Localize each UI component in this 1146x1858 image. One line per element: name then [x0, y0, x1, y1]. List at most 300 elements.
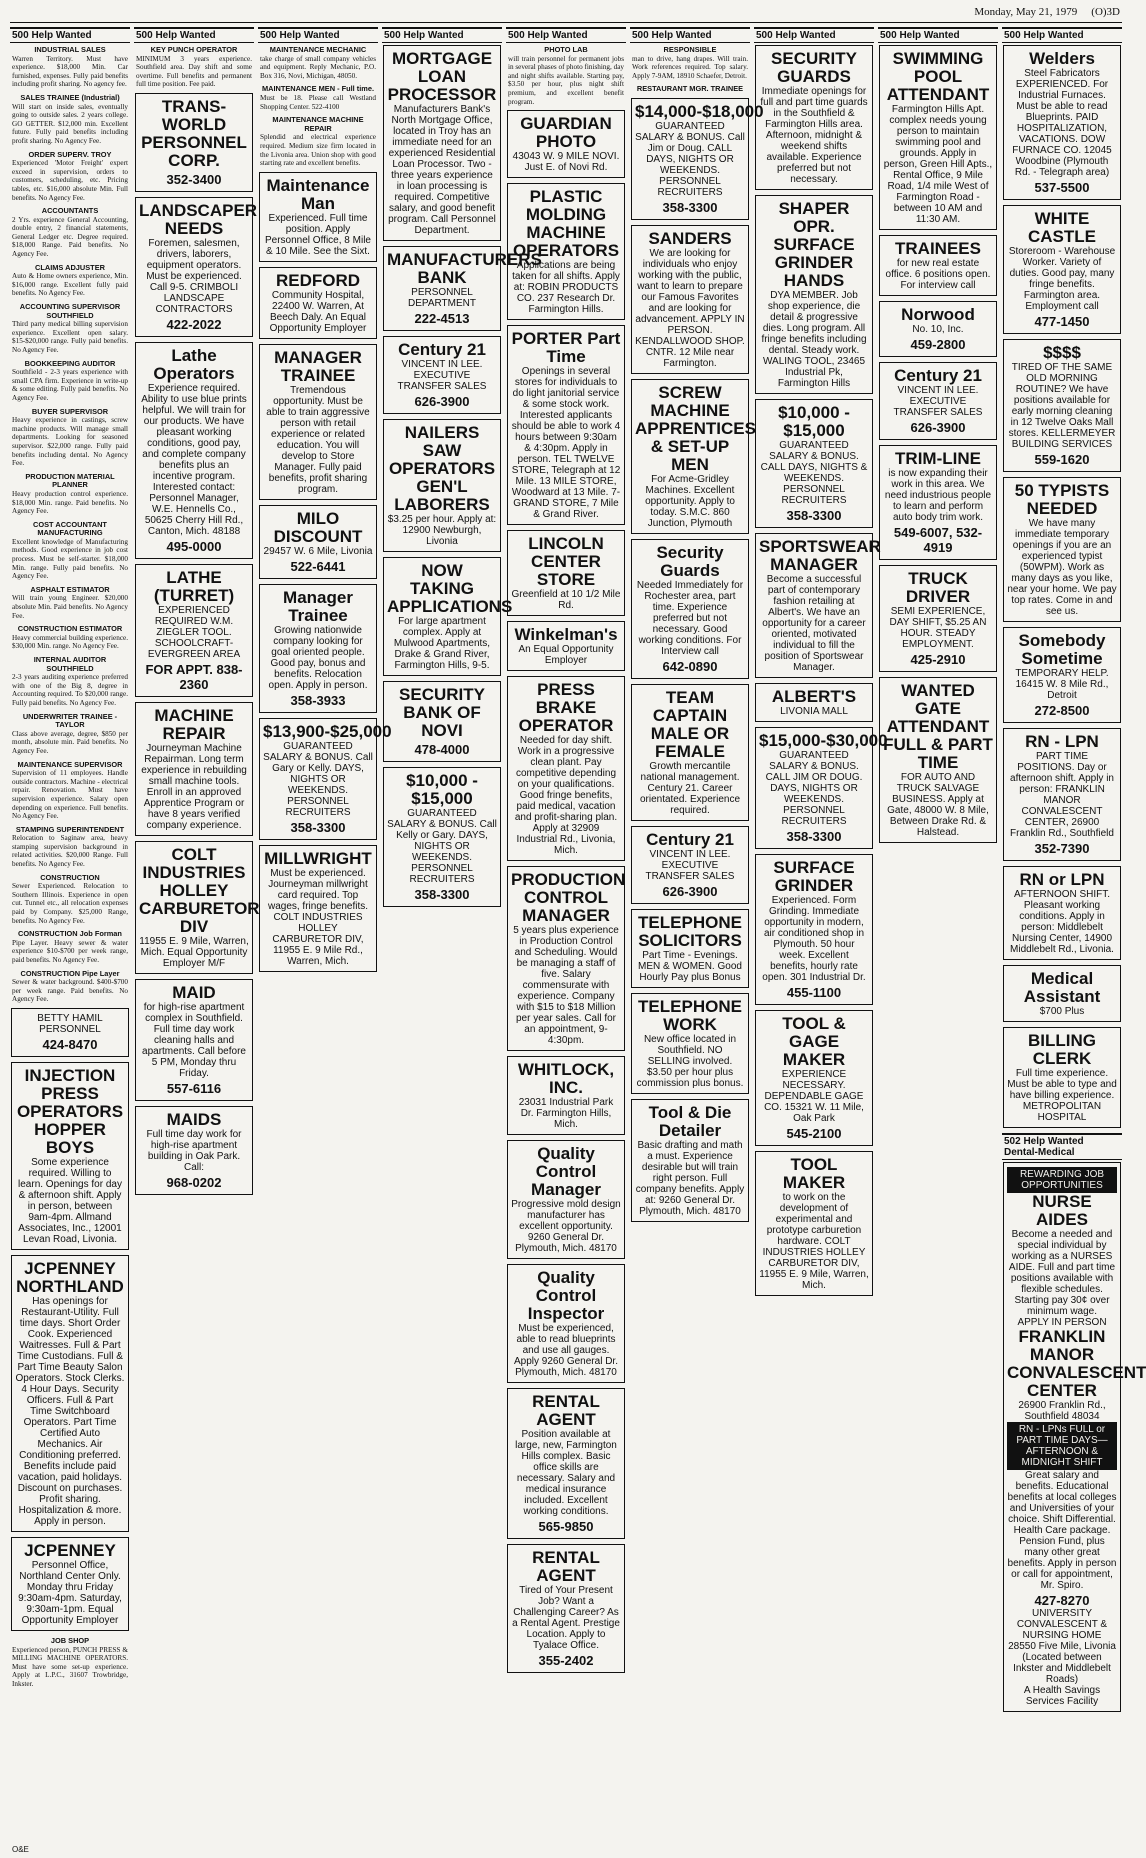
display-ad [755, 195, 873, 394]
display-ad [879, 45, 997, 230]
classified-ad [10, 655, 130, 709]
display-ad [507, 183, 625, 320]
ad-body: man to drive, hang drapes. Will train. Work references required. Top salary. Apply 7-9AM, 18910 Schaefer, Detroit. [632, 54, 748, 80]
ad-title: CLAIMS ADJUSTER [35, 262, 105, 272]
display-ad-phone: 352-3400 [166, 171, 222, 187]
display-ad-body: FOR AUTO AND TRUCK SALVAGE BUSINESS. Apply at Gate, 48000 W. 8 Mile, Between Drake Rd. & Halstead. [887, 772, 989, 838]
display-ad-headline: SCREW MACHINE APPRENTICES & SET-UP MEN [635, 382, 756, 474]
classified-ad [258, 45, 378, 81]
display-ad [755, 399, 873, 528]
ad-title: COST ACCOUNTANT MANUFACTURING [33, 519, 107, 538]
rn-lpn-phone: 427-8270 [1034, 1593, 1090, 1608]
display-ad [879, 235, 997, 296]
classified-column [754, 27, 888, 1837]
display-ad-headline: MAIDS [166, 1109, 222, 1129]
display-ad [259, 344, 377, 500]
display-ad-phone: 537-5500 [1034, 180, 1090, 195]
display-ad [879, 445, 997, 560]
display-ad-phone: 358-3300 [290, 819, 346, 835]
display-ad [507, 1056, 625, 1135]
display-ad-headline: Medical Assistant [1023, 969, 1101, 1006]
display-ad-body: Must be experienced, able to read blueprints and use all gauges. Apply 9260 General Dr. Plymouth, Mich. 48170 [514, 1323, 618, 1379]
display-ad [631, 98, 764, 220]
display-ad-body: GUARANTEED SALARY & BONUS. Call Gary or Kelly. DAYS, NIGHTS OR WEEKENDS. PERSONNEL RECRUITERS [263, 740, 373, 818]
display-ad-body: GUARANTEED SALARY & BONUS. Call Jim or Doug. CALL DAYS, NIGHTS OR WEEKENDS. PERSONNEL RECRUITERS [635, 120, 745, 198]
display-ad-headline: Century 21 [894, 366, 982, 385]
display-ad-body: LIVONIA MALL [780, 706, 848, 717]
classified-ad [10, 760, 130, 822]
section-heading: 500 Help Wanted [10, 27, 130, 43]
display-ad-body: for high-rise apartment complex in Southfield. Full time day work cleaning halls and apartments. Call before 5 PM, Monday thru Friday. [142, 1001, 246, 1079]
ad-title: ORDER SUPERV. TROY [28, 149, 112, 159]
classified-columns [10, 27, 1146, 1837]
display-ad-headline: TELEPHONE SOLICITORS [638, 912, 742, 950]
display-ad-body: 43043 W. 9 MILE NOVI. Just E. of Novi Rd. [512, 151, 620, 174]
display-ad [259, 172, 377, 262]
display-ad [755, 533, 881, 678]
display-ad-phone: 358-3300 [786, 829, 842, 844]
display-ad-headline: Century 21 [398, 340, 486, 359]
classified-column [878, 27, 998, 1837]
display-ad [1003, 728, 1121, 861]
ad-title: MAINTENANCE MACHINE REPAIR [272, 115, 364, 133]
display-ad-phone: 565-9850 [538, 1519, 594, 1535]
display-ad-headline: Maintenance Man [266, 175, 370, 213]
classified-ad [10, 1636, 130, 1690]
display-ad [383, 419, 501, 552]
display-ad-body: Full time day work for high-rise apartment building in Oak Park. Call: [146, 1128, 242, 1173]
classified-ad [10, 302, 130, 356]
display-ad-phone: 355-2402 [538, 1653, 594, 1669]
display-ad [259, 845, 377, 972]
nurse-facility: FRANKLIN MANOR CONVALESCENT CENTER [1007, 1327, 1146, 1400]
display-ad-body: PART TIME POSITIONS. Day or afternoon shift. Apply in person: FRANKLIN MANOR CONVALESCENT CENTER, 26900 Franklin Rd., Southfield [1010, 751, 1114, 839]
display-ad-phone: 358-3300 [786, 508, 842, 523]
display-ad [1003, 866, 1121, 960]
display-ad-headline: 50 TYPISTS NEEDED [1014, 481, 1110, 518]
display-ad-body: Manufacturers Bank's North Mortgage Office, located in Troy has an immediate need for an experienced Residential Loan Processor. Two - three years experience in loan processing is required. Competitive salary, and good benefit program. Call Personnel Department. [388, 104, 496, 236]
display-ad [383, 557, 513, 676]
display-ad [631, 379, 756, 534]
display-ad [507, 1264, 625, 1383]
display-ad-body: Needed Immediately for Rochester area, part time. Experience preferred but not necessary. Good working conditions. For Interview call [636, 579, 744, 657]
display-ad [259, 267, 377, 339]
display-ad-body: SEMI EXPERIENCE, DAY SHIFT, $5.25 AN HOUR. STEADY EMPLOYMENT. [889, 606, 987, 650]
display-ad [1003, 1027, 1121, 1128]
display-ad-headline: TOOL MAKER [782, 1155, 846, 1192]
display-ad [383, 681, 501, 762]
display-ad-body: No. 10, Inc. [912, 324, 964, 335]
display-ad-phone: FOR APPT. 838-2360 [145, 661, 243, 692]
display-ad [1003, 477, 1121, 622]
display-ad [135, 197, 258, 337]
display-ad-phone: 422-2022 [166, 316, 222, 332]
classified-column [382, 27, 542, 1837]
display-ad-headline: LANDSCAPER NEEDS [139, 200, 258, 238]
display-ad-phone: 358-3933 [290, 692, 346, 708]
display-ad [507, 866, 625, 1051]
rn-lpn-title: RN - LPNs FULL or PART TIME DAYS—AFTERNOON & MIDNIGHT SHIFT [1007, 1422, 1117, 1470]
display-ad [507, 676, 625, 861]
display-ad-headline: WHITLOCK, INC. [517, 1060, 615, 1098]
display-ad-body: New office located in Southfield. NO SELLING involved. $3.50 per hour plus commission plus bonus. [636, 1033, 744, 1089]
display-ad [11, 1008, 129, 1057]
display-ad-body: Full time experience. Must be able to type and have billing experience. METROPOLITAN HOSPITAL [1007, 1068, 1117, 1123]
classified-ad [10, 712, 130, 757]
ad-body: 2 Yrs. experience General Accounting, double entry, 2 financial statements, General Ledger etc. Degree required. $18,000 Range. Paid benefits. No Agency Fee. [12, 215, 128, 259]
display-ad-phone: 522-6441 [290, 558, 346, 574]
display-ad-body: We have many immediate temporary openings if you are an experienced typist (50WPM). Work as many days as you like, near your home. We pay top rates. Come in and see us. [1007, 518, 1117, 617]
display-ad-body: Foremen, salesmen, drivers, laborers, equipment operators. Must be experienced. Call 9-5. CRIMBOLI LANDSCAPE CONTRACTORS [146, 237, 242, 315]
display-ad-body: VINCENT IN LEE. EXECUTIVE TRANSFER SALES [397, 359, 487, 392]
display-ad [1003, 45, 1121, 200]
classified-ad [10, 520, 130, 582]
classified-column [630, 27, 764, 1837]
classified-ad [10, 206, 130, 260]
section-heading: 500 Help Wanted [134, 27, 254, 43]
display-ad-headline: MAID [172, 982, 216, 1002]
issue-date: Monday, May 21, 1979 [974, 6, 1078, 18]
display-ad-phone: 478-4000 [414, 742, 470, 757]
nurse-body: Become a needed and special individual by working as a NURSES AIDE. Full and part time positions available with flexible schedules. Starting pay 30¢ over minimum wage. [1008, 1229, 1116, 1317]
display-ad-headline: SPORTSWEAR MANAGER [759, 537, 881, 574]
display-ad-body: TEMPORARY HELP. 16415 W. 8 Mile Rd., Detroit [1015, 668, 1109, 701]
display-ad-headline: GUARDIAN PHOTO [520, 114, 612, 152]
display-ad-headline: $15,000-$30,000 [759, 731, 888, 750]
ad-body: Experienced person, PUNCH PRESS & MILLING MACHINE OPERATORS. Must have some set-up experience. Apply at L.P.C., 31607 Trowbridge, Inkster. [12, 1645, 128, 1688]
rn-lpn-address: 28550 Five Mile, Livonia (Located between Inkster and Middlebelt Roads) [1008, 1641, 1116, 1685]
display-ad-headline: Somebody Sometime [1018, 631, 1106, 668]
ad-body: Splendid and electrical experience required. Medium size firm located in the Livonia area. Union shop with good starting rate and excellent benefits. [260, 133, 376, 168]
display-ad-headline: INJECTION PRESS OPERATORS HOPPER BOYS [16, 1065, 124, 1157]
ad-body: Experienced 'Motor Freight' expert exceed in supervision, orders to customers, scheduling, etc. Pricing tables, etc. $16,000 absolute Min. Full benefits. No Agency Fee. [12, 159, 128, 202]
display-ad-headline: Tool & Die Detailer [648, 1102, 732, 1140]
classified-ad [10, 969, 130, 1005]
display-ad-body: $700 Plus [1039, 1006, 1085, 1017]
classified-ad [10, 624, 130, 652]
classified-ad [258, 84, 378, 112]
ad-title: KEY PUNCH OPERATOR [150, 45, 238, 54]
display-ad [11, 1062, 129, 1250]
display-ad-body: for new real estate office. 6 positions open. For interview call [885, 258, 991, 291]
classified-ad [630, 45, 750, 81]
display-ad-body: Experience required. Ability to use blue prints helpful. We will train for our products. We have pleasant working conditions, good pay, and complete company benefits plus an incentive program. Interested contact: Personnel Manager, W.E. Hennells Co., 50625 Cherry Hill Rd., Canton, Mich. 48188 [141, 382, 247, 537]
display-ad-headline: Lathe Operators [153, 345, 235, 383]
display-ad [1003, 205, 1121, 334]
section-code: (O)3D [1091, 6, 1120, 18]
display-ad-body: Experienced. Full time position. Apply Personnel Office, 8 Mile & 10 Mile. See the Sixt. [265, 212, 371, 257]
section-heading: 500 Help Wanted [506, 27, 626, 43]
ad-body: will train personnel for permanent jobs in several phases of photo finishing, day and night shifts available. Starting pay, $3.50 per hour, plus night shift premium, and excellent benefit program. [508, 54, 624, 106]
ad-body: Sewer & water background. $400-$700 per week range. Paid benefits. No Agency Fee. [12, 978, 128, 1004]
display-ad [631, 1099, 749, 1222]
display-ad-body: Farmington Hills Apt. complex needs young person to maintain swimming pool and grounds. Apply in person, Green Hill Apts., Rental Office, 9 Mile Road, 1/4 mile West of Farmington Road - between 10 AM and 11:30 AM. [883, 104, 993, 225]
display-ad-body: Tired of Your Present Job? Want a Challenging Career? As a Rental Agent. Prestige Location. Apply to Tyalace Office. [512, 1585, 620, 1652]
ad-body: Excellent knowledge of Manufacturing methods. Good experience in job cost process. Must be self-starter. $18,000 Min. range. Fully paid benefits. No Agency Fee. [12, 537, 128, 581]
ad-title: RESTAURANT MGR. TRAINEE [636, 84, 744, 94]
display-ad [507, 1140, 625, 1259]
display-ad-body: Steel Fabricators EXPERIENCED. For Industrial Furnaces. Must be able to read Blueprints. PAID HOSPITALIZATION, VACATIONS. DOW FURNACE CO. 12045 Woodbine (Plymouth Rd. - Telegraph area) [1012, 68, 1112, 178]
section-heading-dental-medical: 502 Help Wanted Dental-Medical [1002, 1133, 1122, 1160]
display-ad-body: Position available at large, new, Farmington Hills complex. Basic office skills are necessary. Salary and medical insurance included. Excellent working conditions. [515, 1429, 617, 1518]
display-ad-body: Some experience required. Willing to learn. Openings for day & afternoon shift. Apply in person, between 9am-4pm. Allmand Associates, Inc., 12001 Levan Road, Livonia. [18, 1156, 122, 1245]
display-ad-headline: $13,900-$25,000 [263, 721, 392, 741]
display-ad-body: EXPERIENCED REQUIRED W.M. ZIEGLER TOOL. SCHOOLCRAFT-EVERGREEN AREA [147, 604, 241, 660]
display-ad [11, 1255, 129, 1532]
display-ad-headline: TRAINEES [895, 239, 981, 258]
display-ad-body: 11955 E. 9 Mile, Warren, Mich. Equal Opportunity Employer M/F [139, 935, 249, 969]
section-heading: 500 Help Wanted [878, 27, 998, 43]
ad-title: RESPONSIBLE [663, 45, 717, 54]
ad-title: BOOKKEEPING AUDITOR [24, 358, 116, 368]
classified-ad [10, 929, 130, 965]
display-ad [135, 93, 253, 192]
display-ad [507, 325, 625, 525]
classified-ad [10, 825, 130, 870]
display-ad-body: Tremendous opportunity. Must be able to train aggressive person with retail experience or related education. You will develop to Store Manager. Fully paid benefits, profit sharing program. [266, 384, 370, 495]
display-ad-headline: SECURITY GUARDS [771, 49, 857, 86]
display-ad [879, 362, 997, 440]
classified-ad [10, 93, 130, 147]
display-ad [755, 1151, 873, 1296]
display-ad-body: Part Time - Evenings. MEN & WOMEN. Good Hourly Pay plus Bonus [638, 949, 742, 983]
display-ad-phone: 642-0890 [662, 658, 718, 674]
display-ad-body: Basic drafting and math a must. Experience desirable but will train right person. Full company benefits. Apply at: 9260 General Dr. Plymouth, Mich. 48170 [635, 1139, 745, 1217]
display-ad [755, 1010, 873, 1146]
display-ad-headline: MILLWRIGHT [264, 848, 372, 868]
display-ad-phone: 477-1450 [1034, 314, 1090, 329]
display-ad-headline: MACHINE REPAIR [154, 705, 234, 743]
classified-ad [10, 263, 130, 299]
nurse-address: 26900 Franklin Rd., Southfield 48034 [1018, 1400, 1106, 1422]
display-ad [259, 718, 392, 840]
ad-title: PHOTO LAB [544, 45, 588, 54]
display-ad [383, 45, 501, 241]
display-ad-body: GUARANTEED SALARY & BONUS. CALL JIM OR DOUG. DAYS, NIGHTS OR WEEKENDS. PERSONNEL RECRUITERS [765, 750, 863, 827]
display-ad-body: Must be experienced. Journeyman millwright card required. Top wages, fringe benefits. COLT INDUSTRIES HOLLEY CARBURETOR DIV, 11955 E. 9 Mile Rd., Warren, Mich. [267, 867, 369, 967]
classified-column [134, 27, 260, 1837]
classified-column [506, 27, 626, 1837]
display-ad-phone: 559-1620 [1034, 452, 1090, 467]
display-ad-phone: 545-2100 [786, 1126, 842, 1141]
ad-title: CONSTRUCTION Pipe Layer [20, 968, 120, 978]
classified-ad [10, 150, 130, 204]
display-ad-headline: COLT INDUSTRIES HOLLEY CARBURETOR DIV [139, 844, 260, 936]
display-ad-headline: PRESS BRAKE OPERATOR [518, 680, 614, 736]
display-ad [1003, 339, 1121, 472]
display-ad-headline: Security Guards [656, 542, 724, 580]
display-ad-body: Applications are being taken for all shifts. Apply at: ROBIN PRODUCTS CO. 237 Research Dr. Farmington Hills. [512, 260, 620, 316]
display-ad-body: VINCENT IN LEE. EXECUTIVE TRANSFER SALES [645, 848, 735, 882]
display-ad [507, 530, 625, 616]
display-ad-body: GUARANTEED SALARY & BONUS. CALL DAYS, NIGHTS & WEEKENDS. PERSONNEL RECRUITERS [760, 440, 868, 506]
display-ad-body: GUARANTEED SALARY & BONUS. Call Kelly or Gary. DAYS, NIGHTS OR WEEKENDS. PERSONNEL RECRUITERS [387, 808, 497, 885]
display-ad-phone: 459-2800 [910, 337, 966, 352]
display-ad-body: Journeyman Machine Repairman. Long term experience in rebuilding small machine tools. Enroll in an approved Apprentice Program or have 8 years verified company experience. [141, 742, 247, 831]
display-ad [879, 565, 997, 672]
display-ad-headline: MANUFACTURERS BANK [387, 250, 542, 287]
ad-body: Will start on inside sales, eventually going to outside sales. 2 years college. GO GETTER. $12,000 min. Excellent future. Fully paid benefits including profit sharing. No Agency Fee. [12, 102, 128, 145]
display-ad-headline: MILO DISCOUNT [273, 508, 363, 546]
display-ad-body: DYA MEMBER. Job shop experience, die detail & progressive dies. Long program. All fringe benefits including dental. Steady work. WALING TOOL, 23465 Industrial Pk, Farmington Hills [761, 290, 867, 389]
display-ad-headline: Century 21 [646, 829, 734, 849]
display-ad [11, 1537, 129, 1631]
ad-title: MAINTENANCE MECHANIC [269, 45, 367, 54]
display-ad-headline: LINCOLN CENTER STORE [528, 534, 604, 590]
display-ad-body: Openings in several stores for individuals to do light janitorial service & some stock work. Interested applicants should be able to work 4 hours between 9:30am & 4:30pm. Apply in person. TEL TWELVE STORE, Telegraph at 12 Mile. 13 MILE STORE, Woodward at 13 Mile. 7-GRAND STORE, 7 Mile & Grand River. [511, 366, 621, 521]
display-ad [631, 909, 749, 988]
classified-column [1002, 27, 1146, 1837]
display-ad [631, 539, 749, 679]
display-ad-body: Progressive mold design manufacturer has excellent opportunity. 9260 General Dr. Plymouth, Mich. 48170 [511, 1199, 621, 1255]
display-ad-headline: NAILERS SAW OPERATORS GEN'L LABORERS [388, 423, 496, 514]
display-ad-headline: ALBERT'S [771, 687, 857, 706]
display-ad-phone: 222-4513 [414, 311, 470, 326]
display-ad-body: Greenfield at 10 1/2 Mile Rd. [511, 589, 621, 612]
display-ad-headline: JCPENNEY [24, 1540, 116, 1560]
footer-code: O&E [12, 1845, 29, 1854]
ad-body: 2-3 years auditing experience preferred with one of the Big 8, degree in Accounting required. To $20,000 range. Fully paid benefits. No Agency Fee. [12, 673, 128, 707]
display-ad-phone: 626-3900 [414, 394, 470, 409]
ad-title: ACCOUNTING SUPERVISOR SOUTHFIELD [19, 302, 121, 320]
display-ad-headline: MANAGER TRAINEE [274, 347, 362, 385]
ad-body: Southfield - 2-3 years experience with small CPA firm. Experience in write-up & some editing. Fully paid benefits. No Agency Fee. [12, 368, 128, 402]
display-ad-body: Has openings for Restaurant-Utility. Full time days. Short Order Cook. Experienced Waitresses. Full & Part Time Custodians. Full & Part Time Beauty Salon Operators. Stock Clerks. 4 Hour Days. Security Officers. Full & Part Time Switchboard Operators. Part Time Certified Auto Mechanics. Air Conditioning preferred. Benefits include paid vacation, paid holidays. Discount on purchases. Profit sharing. Hospitalization & more. Apply in person. [15, 1295, 125, 1527]
display-ad [135, 1106, 253, 1195]
display-ad-body: Storeroom - Warehouse Worker. Variety of duties. Good pay, many fringe benefits. Farmington area. Employment call [1008, 246, 1116, 312]
display-ad [135, 979, 253, 1101]
classified-ad [134, 45, 254, 90]
section-heading: 500 Help Wanted [382, 27, 502, 43]
display-ad-headline: TEAM CAPTAIN MALE OR FEMALE [650, 687, 730, 761]
display-ad-headline: Quality Control Manager [531, 1144, 601, 1200]
ad-title: INDUSTRIAL SALES [34, 45, 106, 54]
display-ad-headline: TRUCK DRIVER [905, 569, 971, 606]
display-ad-headline: WANTED GATE ATTENDANT FULL & PART TIME [883, 681, 993, 772]
classified-ad [10, 873, 130, 927]
ad-title: UNDERWRITER TRAINEE - TAYLOR [22, 711, 118, 730]
display-ad-phone: 358-3300 [662, 199, 718, 215]
section-heading: 500 Help Wanted [258, 27, 378, 43]
classified-ad [10, 45, 130, 90]
display-ad-kicker: BETTY HAMIL PERSONNEL [37, 1012, 103, 1035]
display-ad-body: Personnel Office, Northland Center Only. Monday thru Friday 9:30am-4pm. Saturday, 9:30am-1pm. Equal Opportunity Employer [18, 1559, 122, 1626]
display-ad [259, 505, 377, 579]
display-ad [755, 854, 873, 1005]
display-ad-headline: PORTER Part Time [511, 329, 621, 367]
display-ad [507, 1388, 625, 1539]
display-ad-headline: TOOL & GAGE MAKER [782, 1014, 846, 1069]
display-ad-body: Community Hospital, 22400 W. Warren, At Beech Daly. An Equal Opportunity Employer [269, 289, 367, 334]
display-ad [383, 767, 501, 907]
classified-ad [630, 84, 750, 95]
display-ad-body: Needed for day shift. Work in a progressive clean plant. Pay competitive depending on your qualifications. Good fringe benefits, paid medical, vacation and profit-sharing plan. Apply at 32909 Industrial Rd., Livonia, Mich. [514, 735, 618, 857]
ad-body: MINIMUM 3 years experience. Southfield area. Day shift and some overtime. Full benefits and permanent full time position. Fee paid. [136, 54, 252, 89]
ad-title: MAINTENANCE MEN - Full time. [261, 84, 375, 94]
section-heading: 500 Help Wanted [630, 27, 750, 43]
display-ad-body: Growth mercantile national management. Century 21. Career orientated. Experience required. [639, 760, 741, 816]
display-ad-phone: 549-6007, 532-4919 [893, 525, 983, 555]
display-ad-headline: Norwood [901, 305, 975, 324]
nurse-aides-ad [1003, 1162, 1146, 1712]
display-ad-headline: $10,000 - $15,000 [778, 403, 850, 440]
masthead [10, 6, 1122, 23]
classified-column [258, 27, 392, 1837]
ad-title: ACCOUNTANTS [41, 206, 99, 216]
display-ad-headline: TRIM-LINE [895, 449, 981, 468]
classified-column [10, 27, 130, 1837]
display-ad-phone: 358-3300 [414, 887, 470, 902]
display-ad-body: is now expanding their work in this area. We need industrious people to learn and perform auto body trim work. [884, 468, 992, 523]
display-ad [1003, 627, 1121, 723]
display-ad-headline: $14,000-$18,000 [635, 101, 764, 121]
display-ad-headline: $10,000 - $15,000 [406, 771, 478, 808]
display-ad [383, 246, 542, 331]
ad-body: Heavy production control experience. $18,000 Min. range. Paid benefits. No Agency Fee. [12, 489, 128, 516]
ad-body: Supervision of 11 employees. Handle outside contractors. Machine - electrical repair. Renovation. Must have supervision experience. Salary open depending on experience. Full benefits. No Agency Fee. [12, 769, 128, 821]
display-ad-body: 5 years plus experience in Production Control and Scheduling. Would be managing a staff of five. Salary commensurate with experience. Company with $15 to $18 Million per year sales. Call for an appointment, 9-4:30pm. [513, 925, 619, 1047]
display-ad [135, 564, 253, 697]
display-ad [135, 702, 253, 836]
display-ad-body: EXPERIENCE NECESSARY. DEPENDABLE GAGE CO. 15321 W. 11 Mile, Oak Park [764, 1069, 864, 1124]
display-ad-phone: 455-1100 [786, 985, 842, 1000]
display-ad [631, 225, 749, 374]
display-ad-phone: 557-6116 [166, 1080, 222, 1096]
display-ad-body: An Equal Opportunity Employer [518, 644, 614, 667]
classified-ad [10, 359, 130, 404]
section-heading: 500 Help Wanted [754, 27, 874, 43]
display-ad [631, 993, 749, 1094]
display-ad-phone: 424-8470 [42, 1036, 98, 1052]
display-ad-body: AFTERNOON SHIFT. Pleasant working conditions. Apply in person: Middlebelt Nursing Center, 14900 Middlebelt Rd., Livonia. [1010, 889, 1114, 955]
rn-lpn-facility: UNIVERSITY CONVALESCENT & NURSING HOME [1016, 1608, 1108, 1641]
display-ad-headline: Quality Control Inspector [527, 1268, 605, 1324]
display-ad-body: For Acme-Gridley Machines. Excellent opportunity. Apply to today. S.M.C. 860 Junction, Plymouth [645, 473, 735, 529]
display-ad-headline: Manager Trainee [283, 587, 353, 625]
ad-title: CONSTRUCTION [40, 872, 100, 882]
display-ad-body: We are looking for individuals who enjoy working with the public, want to learn to prepare our Famous Favorites and are looking for advancement. APPLY IN PERSON. KENDALLWOOD SHOP. CNTR. 12 Mile near Farmington. [635, 247, 745, 369]
ad-body: Must be 18. Please call Westland Shopping Center. 522-4100 [260, 93, 376, 111]
display-ad-headline: WHITE CASTLE [1028, 209, 1096, 246]
ad-body: Class above average, degree, $850 per month, absolute min. Paid benefits. No Agency Fee. [12, 729, 128, 755]
display-ad-body: Immediate openings for full and part time guards in the Southfield & Farmington Hills area. Afternoon, midnight & weekend shifts available. Experience preferred but not necessary. [760, 86, 868, 185]
ad-body: take charge of small company vehicles and equipment. Reply Mechanic, P.O. Box 316, Novi, Michigan, 48050. [260, 54, 376, 80]
ad-body: Warren Territory. Must have experience. $18,000 Min. Car furnished, expenses. Fully paid benefits including profit sharing. No agency fee. [12, 54, 128, 89]
display-ad-phone: 626-3900 [910, 420, 966, 435]
display-ad-phone: 425-2910 [910, 652, 966, 667]
display-ad-body: to work on the development of experimental and prototype carburetion hardware. COLT INDUSTRIES HOLLEY CARBURETOR DIV, 11955 E. 9 Mile, Warren, Mich. [759, 1192, 869, 1291]
display-ad [507, 1544, 625, 1673]
display-ad-body: TIRED OF THE SAME OLD MORNING ROUTINE? We have positions available for early morning cleaning in 12 Twelve Oaks Mall stores. KELLERMEYER BUILDING SERVICES [1008, 362, 1116, 450]
display-ad-headline: $$$$ [1043, 343, 1081, 362]
display-ad-headline: SURFACE GRINDER [773, 858, 855, 895]
display-ad [879, 677, 997, 843]
display-ad-headline: NOW TAKING APPLICATIONS [387, 561, 513, 616]
display-ad-headline: SWIMMING POOL ATTENDANT [886, 49, 990, 104]
ad-title: SALES TRAINEE (Industrial) [20, 92, 120, 102]
display-ad-phone: 626-3900 [662, 883, 718, 899]
display-ad-headline: REDFORD [275, 270, 361, 290]
rn-lpn-body: Great salary and benefits. Educational benefits at local colleges and Universities of your choice. Shift Differential. Health Care package. Pension Fund, plus many other great benefits. Apply in person or call for appointment, Mr. Spiro. [1007, 1470, 1117, 1591]
ad-title: PRODUCTION MATERIAL PLANNER [25, 471, 115, 490]
classified-ad [258, 115, 378, 169]
display-ad [755, 45, 873, 190]
nurse-banner: REWARDING JOB OPPORTUNITIES [1007, 1167, 1117, 1193]
display-ad-headline: TRANS-WORLD PERSONNEL CORP. [141, 96, 247, 170]
display-ad [135, 841, 260, 974]
ad-body: Third party medical billing supervision experience. Excellent open salary. $15-$20,000 range. Fully paid benefits. No Agency Fee. [12, 320, 128, 354]
display-ad [631, 684, 749, 821]
